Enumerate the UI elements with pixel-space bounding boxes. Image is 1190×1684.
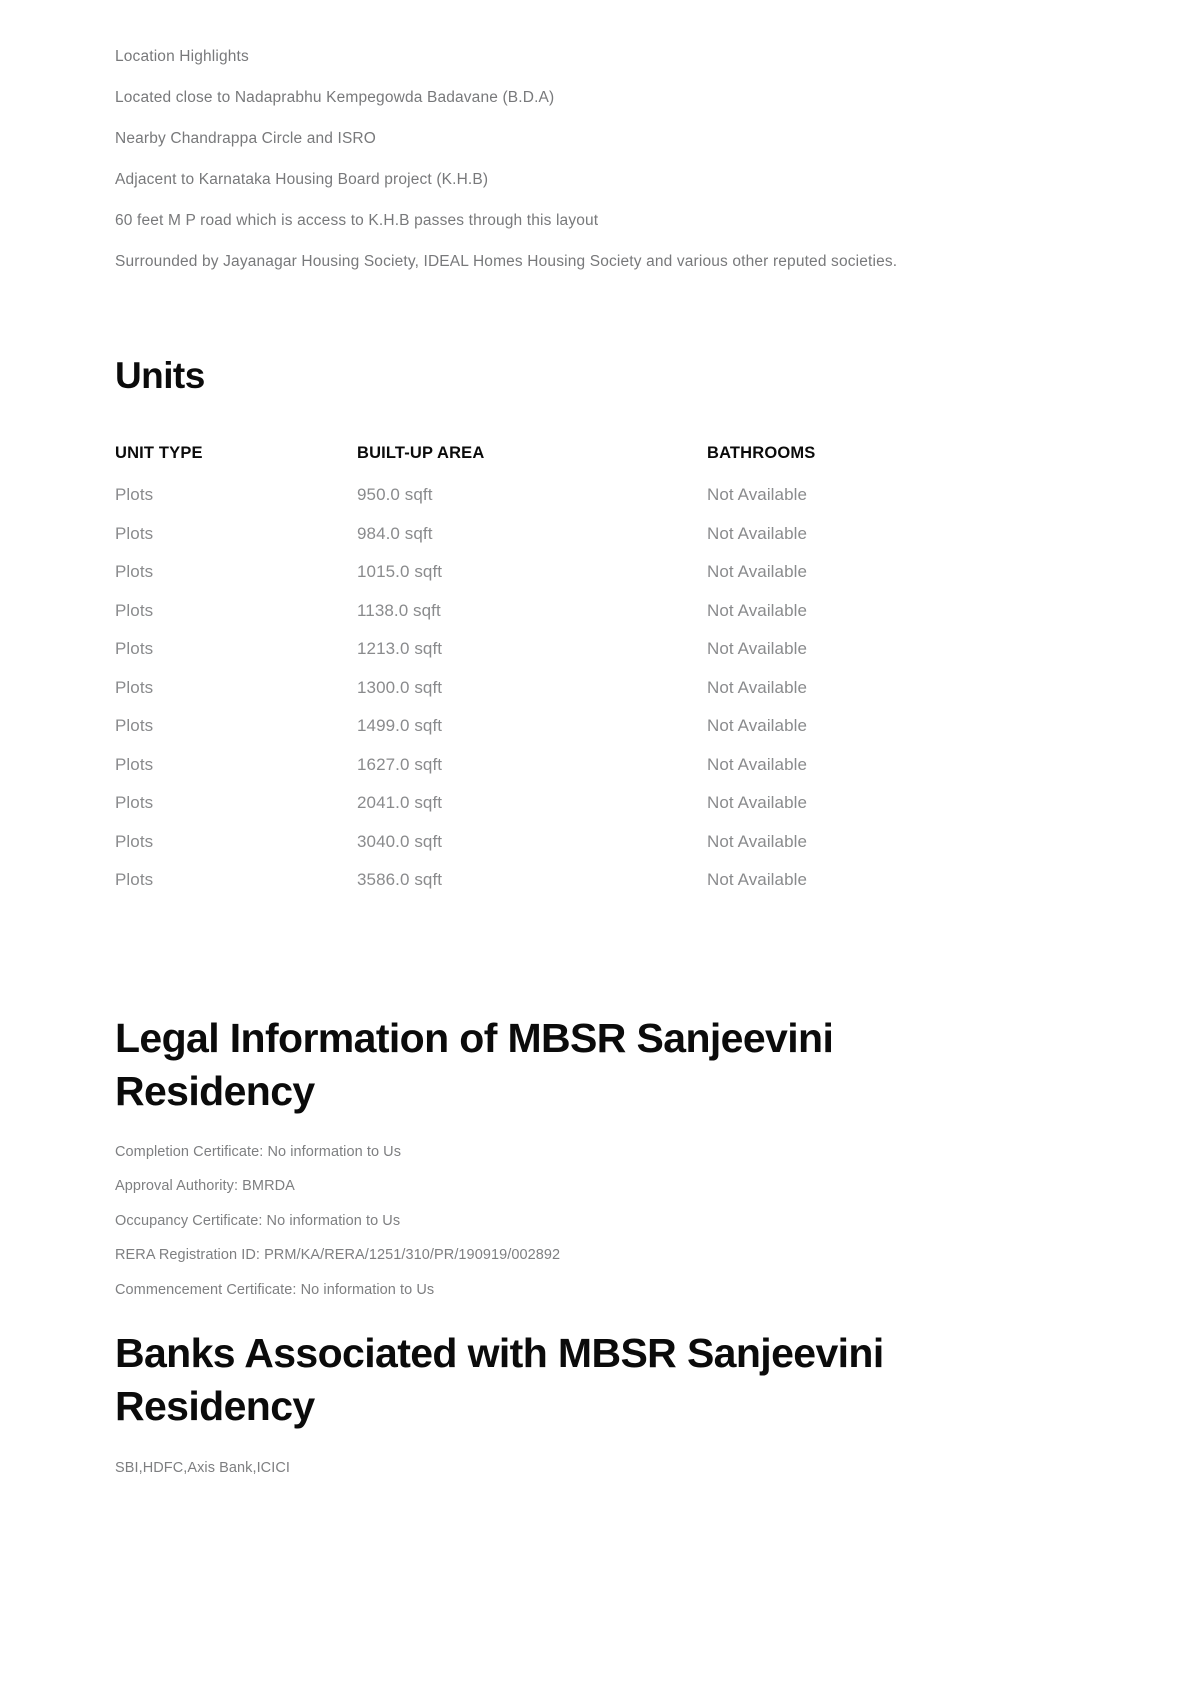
cell-bathrooms: Not Available bbox=[707, 677, 808, 697]
cell-built-up-area: 1499.0 sqft bbox=[357, 716, 443, 735]
table-row bbox=[115, 678, 905, 717]
table-row bbox=[115, 485, 905, 524]
cell-bathrooms: Not Available bbox=[707, 716, 808, 735]
table-row bbox=[115, 755, 905, 794]
cell-built-up-area: 984.0 sqft bbox=[357, 523, 433, 543]
table-row bbox=[115, 832, 905, 871]
units-table-head bbox=[115, 444, 905, 485]
table-row bbox=[115, 716, 905, 755]
cell-unit-type: Plots bbox=[115, 677, 154, 697]
legal-item-approval-authority: Approval Authority: BMRDA bbox=[115, 1178, 295, 1194]
cell-unit-type: Plots bbox=[115, 870, 154, 889]
table-row bbox=[115, 601, 905, 640]
cell-unit-type: Plots bbox=[115, 716, 154, 735]
cell-bathrooms: Not Available bbox=[707, 831, 808, 851]
banks-heading: Banks Associated with MBSR Sanjeevini Residency bbox=[115, 1329, 884, 1429]
units-table bbox=[115, 444, 905, 909]
legal-item-rera-registration-id: RERA Registration ID: PRM/KA/RERA/1251/310/PR/190919/002892 bbox=[115, 1247, 561, 1263]
cell-bathrooms: Not Available bbox=[707, 870, 808, 889]
cell-unit-type: Plots bbox=[115, 639, 154, 658]
table-row bbox=[115, 793, 905, 832]
location-highlight-item: 60 feet M P road which is access to K.H.B passes through this layout bbox=[115, 212, 599, 229]
legal-information-list bbox=[115, 1142, 1075, 1301]
location-highlight-item: Adjacent to Karnataka Housing Board project (K.H.B) bbox=[115, 171, 489, 188]
banks-section bbox=[115, 1327, 1075, 1479]
table-row bbox=[115, 524, 905, 563]
units-table-body bbox=[115, 485, 905, 909]
table-row bbox=[115, 562, 905, 601]
cell-unit-type: Plots bbox=[115, 793, 154, 812]
cell-bathrooms: Not Available bbox=[707, 639, 808, 658]
legal-item-occupancy-certificate: Occupancy Certificate: No information to Us bbox=[115, 1212, 401, 1229]
cell-bathrooms: Not Available bbox=[707, 754, 808, 774]
cell-unit-type: Plots bbox=[115, 600, 154, 620]
cell-unit-type: Plots bbox=[115, 562, 154, 581]
cell-built-up-area: 2041.0 sqft bbox=[357, 793, 443, 812]
cell-built-up-area: 1300.0 sqft bbox=[357, 677, 443, 697]
location-highlights-title: Location Highlights bbox=[115, 48, 249, 65]
cell-unit-type: Plots bbox=[115, 485, 154, 504]
cell-bathrooms: Not Available bbox=[707, 485, 808, 504]
cell-unit-type: Plots bbox=[115, 523, 154, 543]
units-heading: Units bbox=[115, 355, 205, 396]
column-header-built-up-area: BUILT-UP AREA bbox=[357, 444, 485, 462]
cell-built-up-area: 3040.0 sqft bbox=[357, 831, 443, 851]
table-header-row bbox=[115, 444, 905, 485]
cell-bathrooms: Not Available bbox=[707, 600, 808, 620]
cell-bathrooms: Not Available bbox=[707, 523, 808, 543]
location-highlights-section bbox=[115, 0, 1075, 273]
legal-item-completion-certificate: Completion Certificate: No information to Us bbox=[115, 1143, 402, 1160]
location-highlight-item: Nearby Chandrappa Circle and ISRO bbox=[115, 130, 376, 147]
table-row bbox=[115, 639, 905, 678]
cell-bathrooms: Not Available bbox=[707, 793, 808, 812]
column-header-unit-type: UNIT TYPE bbox=[115, 444, 203, 462]
cell-unit-type: Plots bbox=[115, 754, 154, 774]
legal-information-heading: Legal Information of MBSR Sanjeevini Residency bbox=[115, 1014, 834, 1114]
legal-information-section bbox=[115, 1012, 1075, 1301]
cell-built-up-area: 1627.0 sqft bbox=[357, 754, 443, 774]
units-section bbox=[115, 355, 1075, 909]
column-header-bathrooms: BATHROOMS bbox=[707, 444, 816, 462]
location-highlight-item: Located close to Nadaprabhu Kempegowda Badavane (B.D.A) bbox=[115, 89, 555, 106]
location-highlight-item: Surrounded by Jayanagar Housing Society, IDEAL Homes Housing Society and various other reputed societies. bbox=[115, 253, 898, 270]
cell-built-up-area: 1015.0 sqft bbox=[357, 562, 443, 581]
banks-list: SBI,HDFC,Axis Bank,ICICI bbox=[115, 1459, 290, 1476]
cell-built-up-area: 1213.0 sqft bbox=[357, 639, 443, 658]
legal-item-commencement-certificate: Commencement Certificate: No information to Us bbox=[115, 1281, 435, 1298]
cell-built-up-area: 3586.0 sqft bbox=[357, 870, 443, 889]
cell-built-up-area: 950.0 sqft bbox=[357, 485, 433, 504]
cell-unit-type: Plots bbox=[115, 831, 154, 851]
cell-bathrooms: Not Available bbox=[707, 562, 808, 581]
cell-built-up-area: 1138.0 sqft bbox=[357, 600, 441, 620]
table-row bbox=[115, 870, 905, 909]
